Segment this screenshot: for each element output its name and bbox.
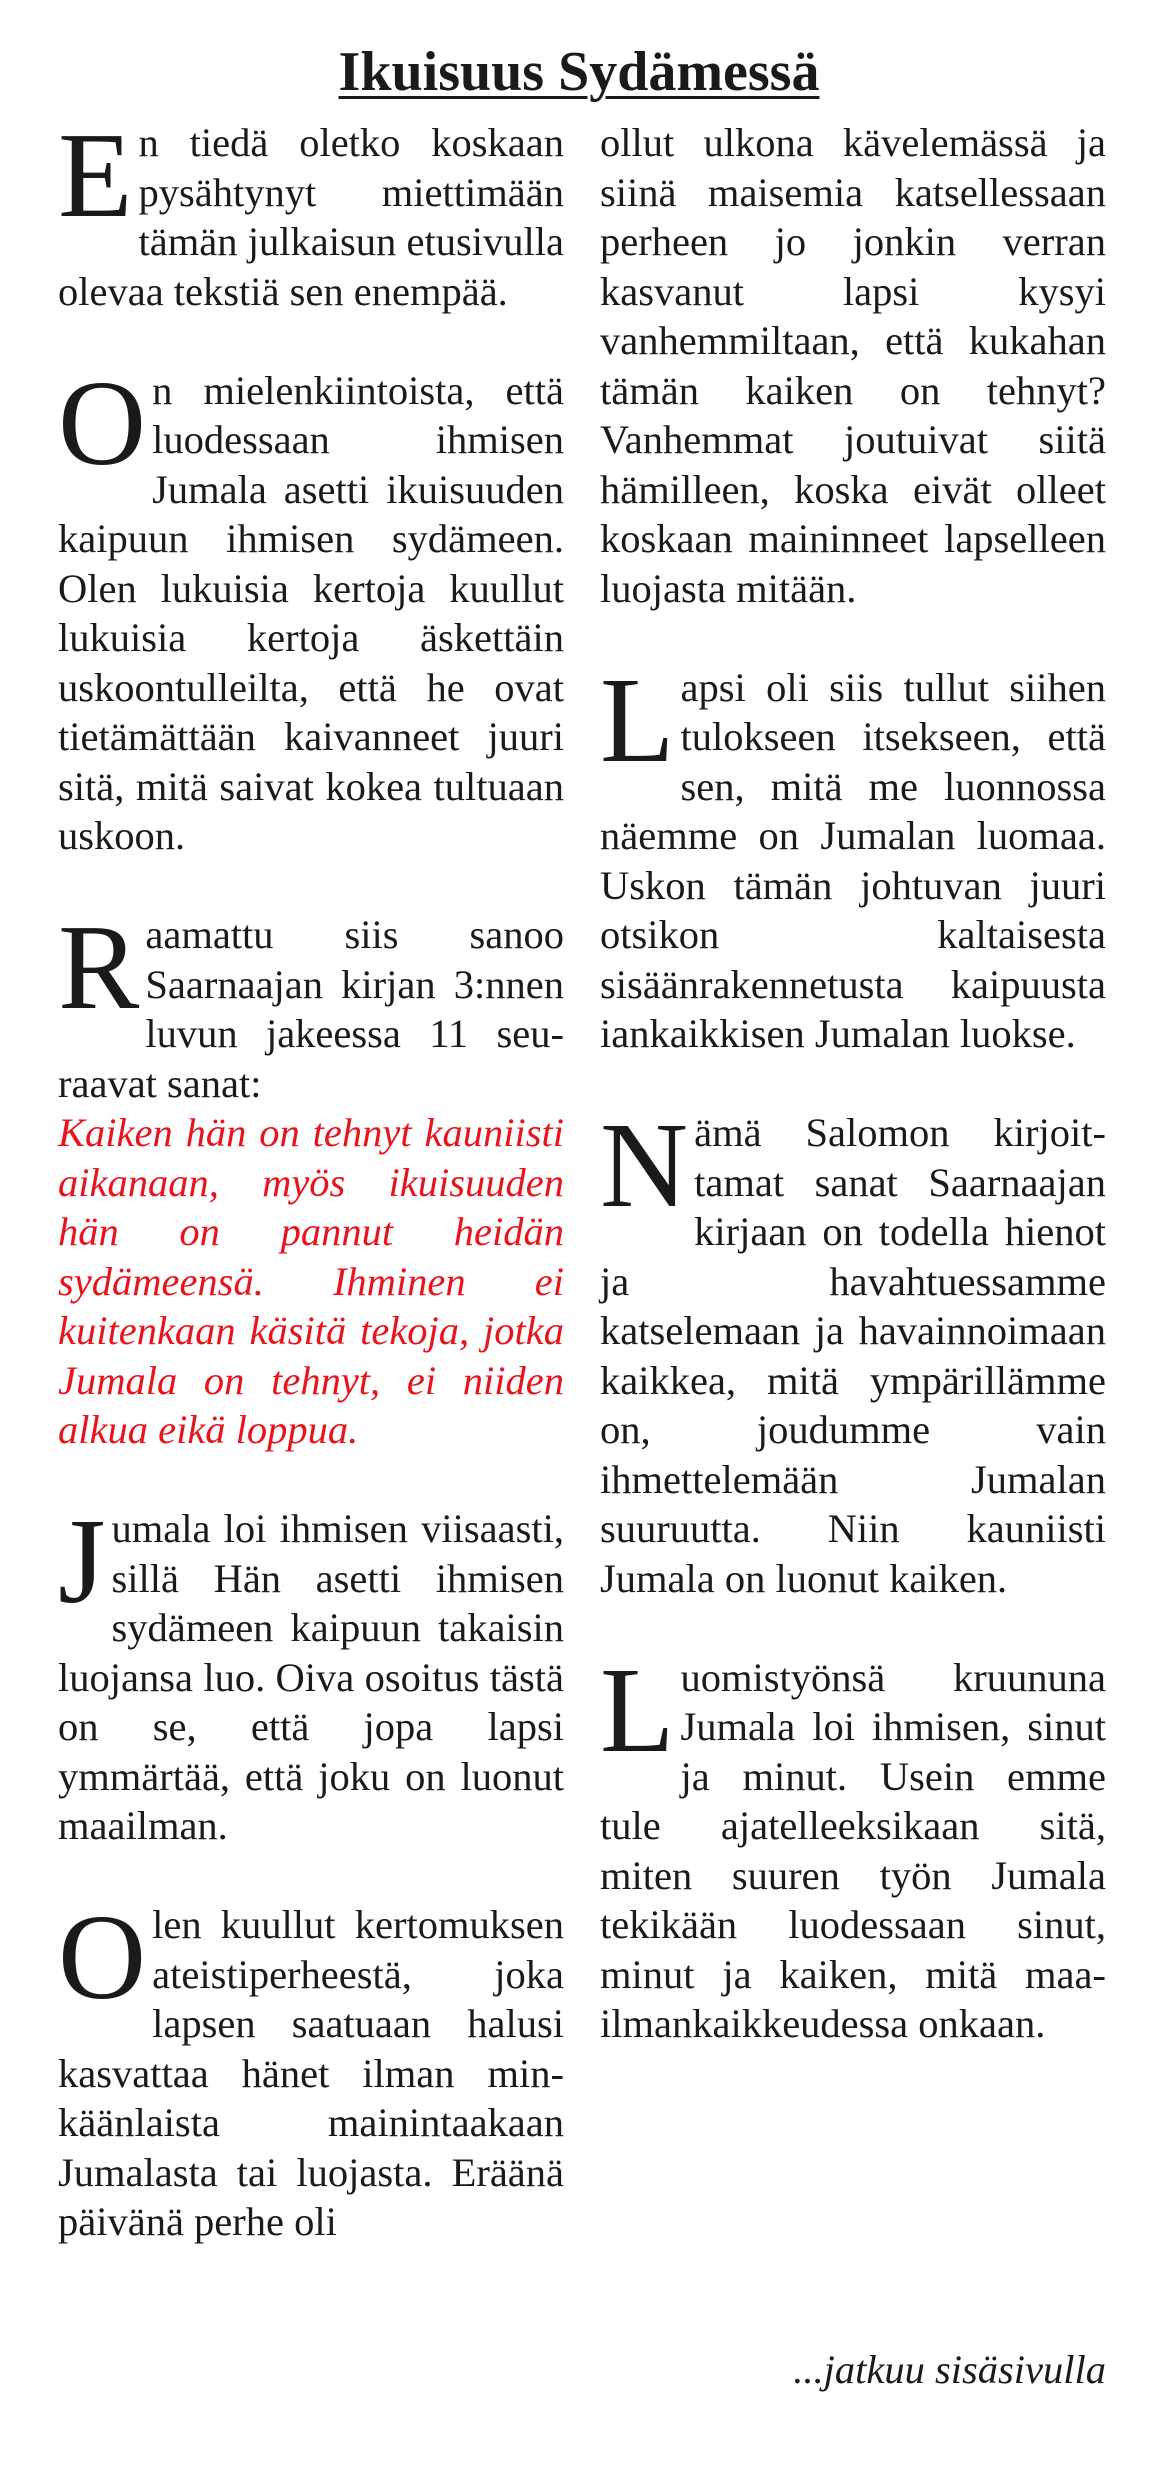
paragraph-text: n tiedä oletko koskaan pysähtynyt miettimään tämän julkaisun etusivulla olevaa tekstiä sen enempää. [58,120,564,314]
drop-cap: L [600,652,675,788]
drop-cap: E [58,108,133,243]
paragraph-3 [58,900,564,1108]
paragraph-text: ämä Salomon kirjoittamat sanat Saarnaajan kirjaan on todella hienot ja havahtuessamme katselemaan ja havainnoimaan kaikkea, mitä ympärillämme on, joudumme vain ihmettelemään Jumalan suuruutta. Niin kauniisti Jumala on luonut kaiken. [600,1110,1106,1601]
drop-cap: O [58,1890,147,2025]
paragraph-4 [58,1494,564,1851]
paragraph-8 [600,1098,1106,1603]
paragraph-6 [600,118,1106,613]
paragraph-2 [58,355,564,861]
drop-cap: J [58,1494,106,1629]
paragraph-1 [58,108,564,316]
paragraph-text: len kuullut kertomuksen ateistiperheestä, joka lapsen saatuaan halusi kasvattaa hänet ilman minkäänlaista mainintaakaan Jumalasta tai luojasta. Eräänä päivänä perhe oli [58,1902,564,2244]
right-column [600,118,1106,2408]
paragraph-text: aamattu siis sanoo Saarnaajan kirjan 3:nnen luvun jakeessa 11 seuraavat sanat: [58,912,564,1106]
drop-cap: O [58,355,147,491]
drop-cap: R [58,900,140,1035]
drop-cap: N [600,1098,689,1233]
article-title: Ikuisuus Sydämessä [338,41,820,103]
paragraph-text: n mielenkiintoista, että luodessaan ihmisen Jumala asetti ikuisuuden kaipuun ihmisen sydämeen. Olen lukuisia kertoja kuullut lukuisia kertoja äskettäin uskoontulleilta, että he ovat tietämättään kaivanneet juuri sitä, mitä saivat kokea tultuaan uskoon. [58,367,564,858]
paragraph-9 [600,1642,1106,2049]
paragraph-text: uomistyönsä kruununa Jumala loi ihmisen, sinut ja minut. Usein emme tule ajatelleeksikaan sitä, miten suuren työn Jumala tekikään luodessaan sinut, minut ja kaiken, mitä maailmankaikkeudessa onkaan. [600,1654,1106,2046]
left-column [58,108,564,2408]
drop-cap: L [600,1642,675,1778]
bible-quote: Kaiken hän on tehnyt kauniisti aikanaan, myös ikuisuuden hän on pannut heidän sydämeensä. Ihminen ei kuitenkaan käsitä tekoja, jotka Jumala on tehnyt, ei niiden alkua eikä loppua. [58,1110,564,1452]
paragraph-text: ollut ulkona kävelemässä ja siinä maisemia katsellessaan perheen jo jonkin verran kasvanut lapsi kysyi vanhemmiltaan, että kukahan tämän kaiken on tehnyt? Vanhemmat joutuivat siitä hämilleen, koska eivät olleet koskaan maininneet lapselleen luojasta mitään. [600,120,1106,611]
continues-note: ...jatkuu sisäsivulla [793,2347,1106,2392]
paragraph-7 [600,652,1106,1059]
paragraph-5 [58,1890,564,2247]
paragraph-text: umala loi ihmisen viisaasti, sillä Hän asetti ihmisen sydämeen kaipuun takaisin luojansa luo. Oiva osoitus tästä on se, että jopa lapsi ymmärtää, että joku on luonut maailman. [58,1506,564,1848]
paragraph-text: apsi oli siis tullut siihen tulokseen itsekseen, että sen, mitä me luonnossa näemme on Jumalan luomaa. Uskon tämän johtuvan juuri otsikon kaltaisesta sisäänrakennetusta kaipuusta iankaikkisen Jumalan luokse. [600,664,1106,1056]
